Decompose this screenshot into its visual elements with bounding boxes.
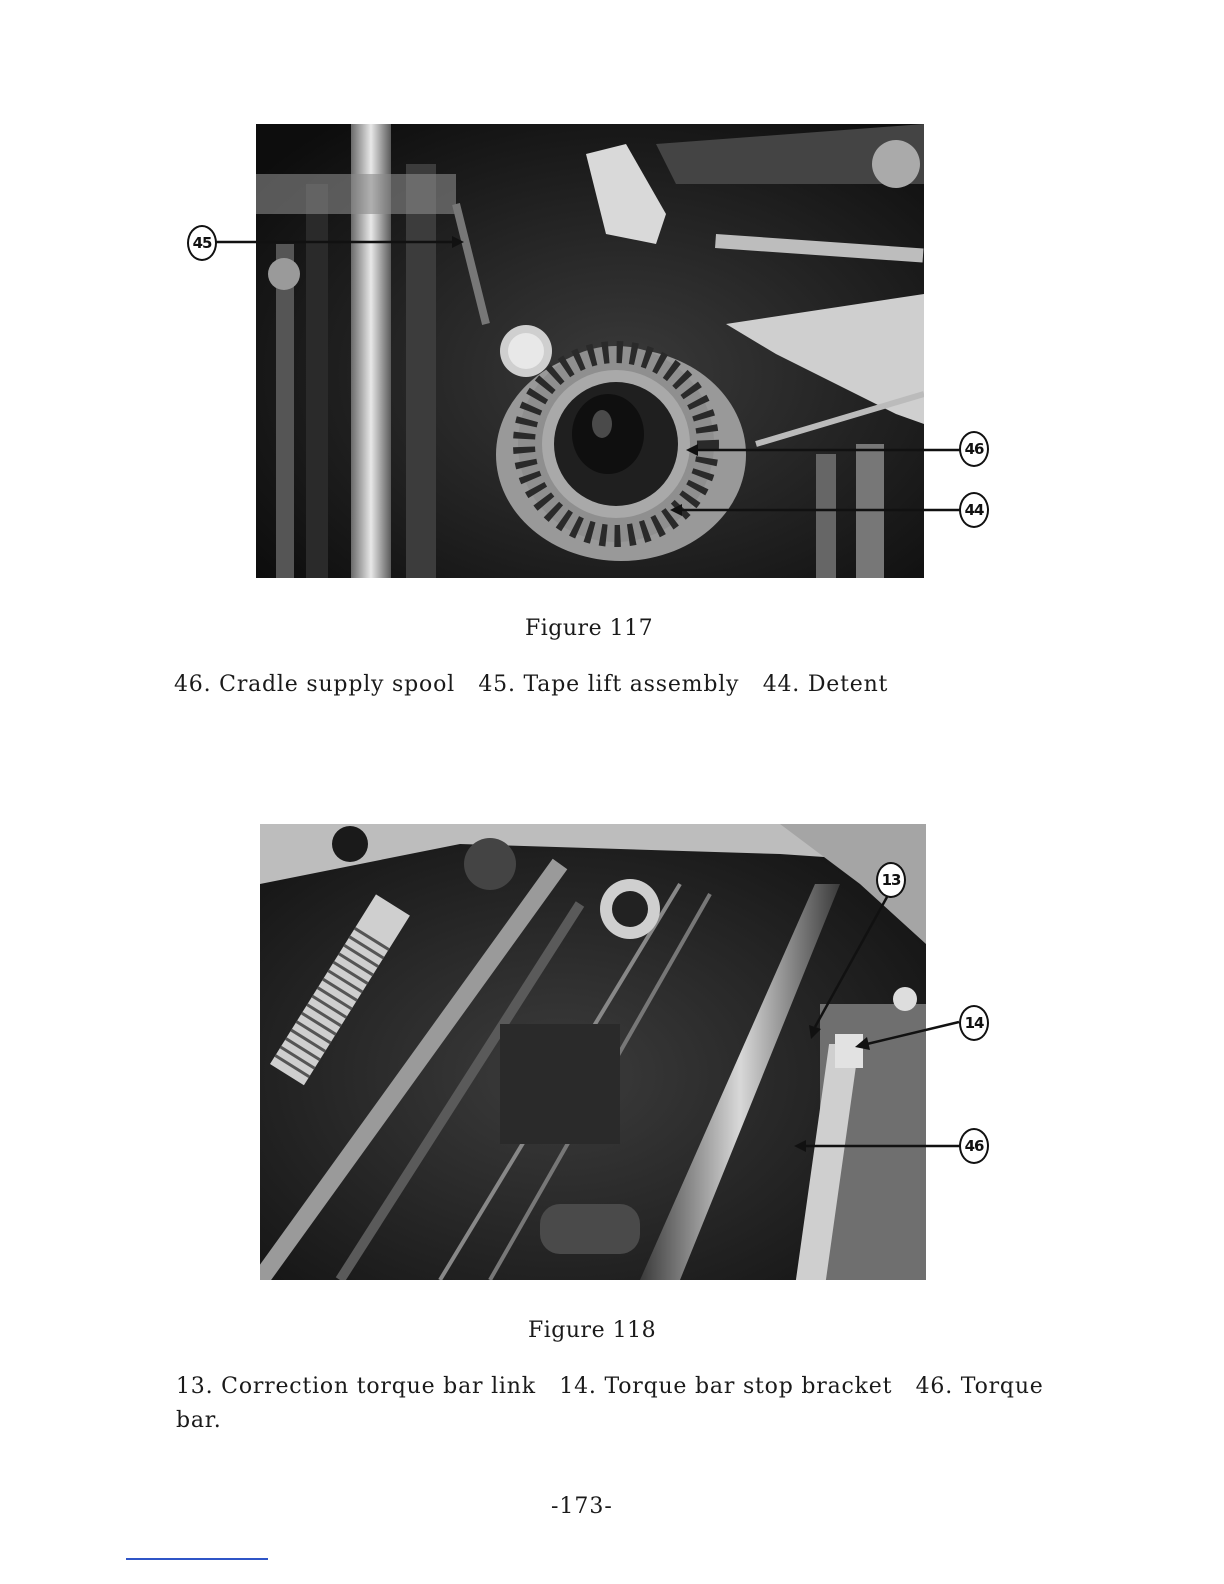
- footer-rule: [126, 1558, 268, 1560]
- callout-46: 46: [959, 1128, 989, 1164]
- caption-item-45: 45. Tape lift assembly: [478, 672, 740, 697]
- page-number: -173-: [551, 1494, 613, 1519]
- caption-line-1: [176, 1370, 1106, 1404]
- figure-118-photo: [260, 824, 926, 1280]
- callout-14: 14: [959, 1005, 989, 1041]
- caption-item-46: 46. Torque: [915, 1374, 1044, 1399]
- figure-118-caption: [176, 1370, 1106, 1438]
- figure-117-title: Figure 117: [525, 616, 654, 641]
- figure-117-photo: [256, 124, 924, 578]
- callout-45: 45: [187, 225, 217, 261]
- caption-line-2: bar.: [176, 1408, 222, 1433]
- caption-item-13: 13. Correction torque bar link: [176, 1374, 536, 1399]
- caption-item-46: 46. Cradle supply spool: [174, 672, 455, 697]
- figure-118-title: Figure 118: [528, 1318, 657, 1343]
- callout-13: 13: [876, 862, 906, 898]
- callout-46: 46: [959, 431, 989, 467]
- caption-item-44: 44. Detent: [762, 672, 889, 697]
- figure-117-caption: [174, 668, 888, 702]
- callout-44: 44: [959, 492, 989, 528]
- caption-item-14: 14. Torque bar stop bracket: [559, 1374, 893, 1399]
